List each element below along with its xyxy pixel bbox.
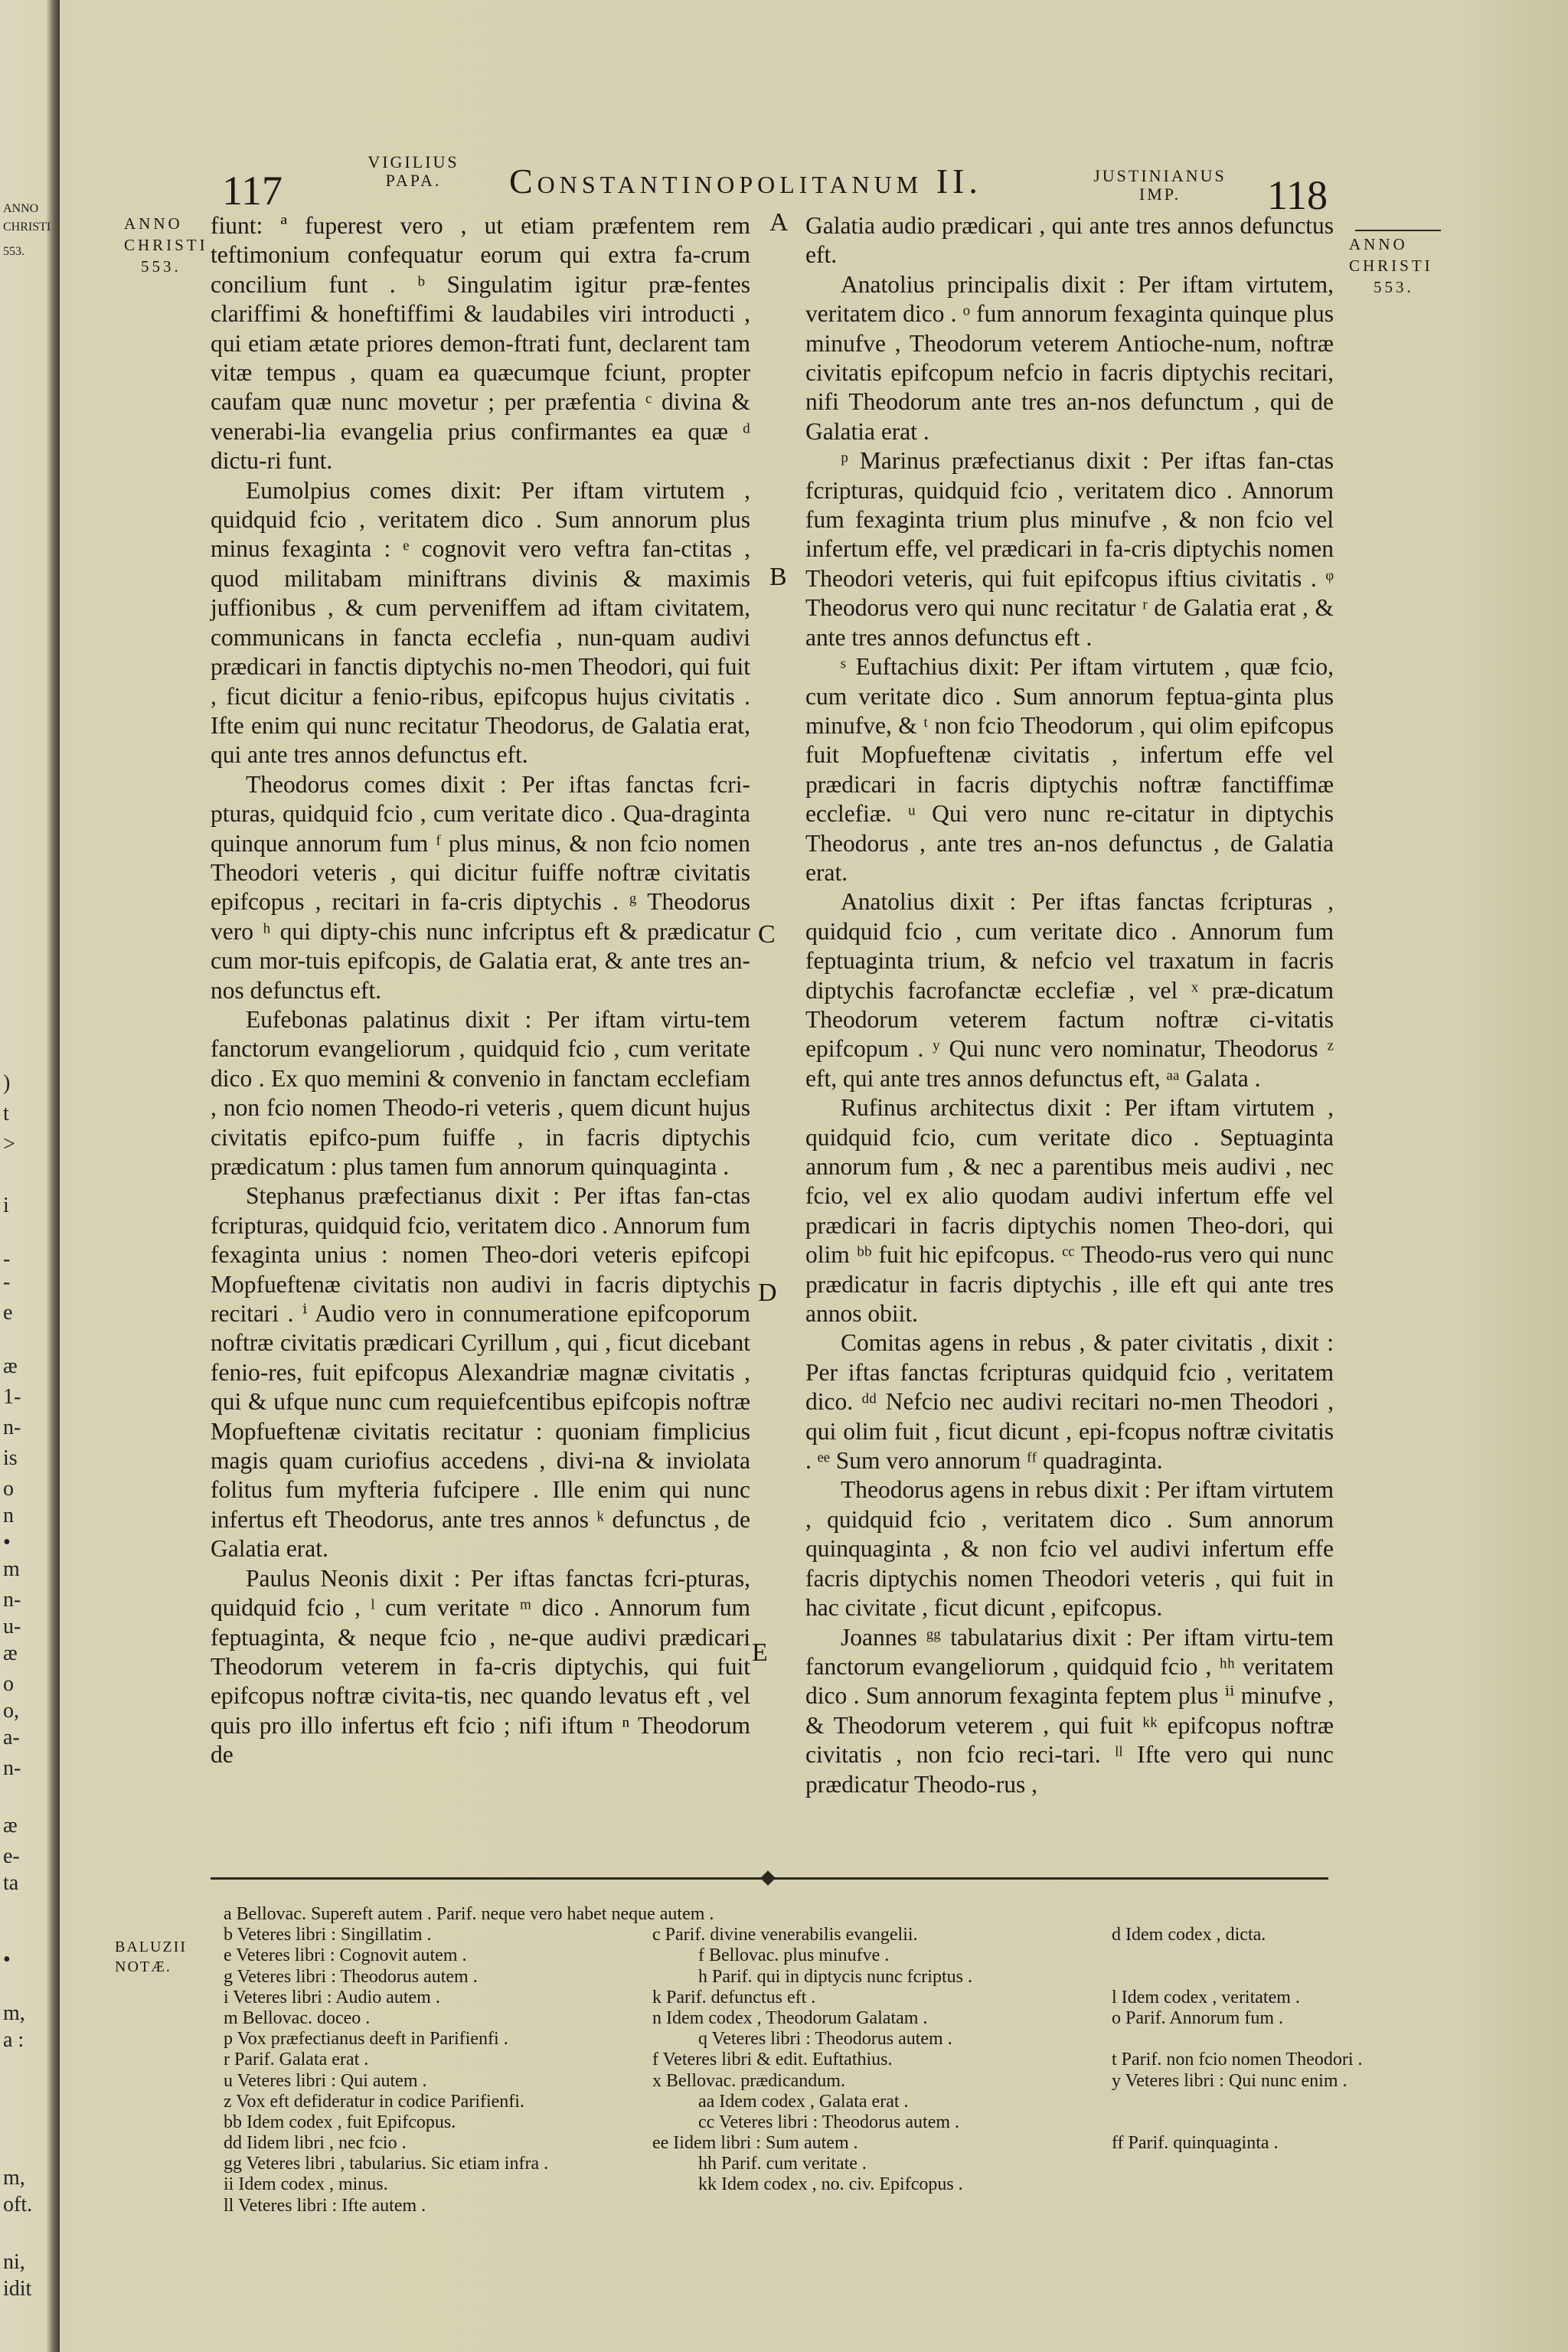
footnote: q Veteres libri : Theodorus autem . [698, 2029, 952, 2050]
margin-anno: ANNO [124, 214, 183, 233]
section-letter-d: D [758, 1279, 777, 1307]
footnote: n Idem codex , Theodorum Galatam . [652, 2007, 928, 2028]
paragraph: Theodorus comes dixit : Per iftas fanctas fcri-pturas, quidquid fcio , cum veritate dico . Qua-draginta quinque annorum fum ᶠ plus minus, & non fcio nomen Theodori veteris , qui dicitur fuiffe noftræ civitatis epifcopus , recitari in fa-cris diptychis . ᵍ Theodorus vero ʰ qui dipty-chis nunc infcriptus eft & prædicatur cum mor-tuis epifcopis, de Galatia erat, & ante tres an-nos defunctus eft. [211, 770, 750, 1004]
footnote: a Bellovac. Supereft autem . Parif. neque vero habet neque autem . [224, 1904, 714, 1924]
footnote: g Veteres libri : Theodorus autem . [224, 1966, 478, 1987]
footnote: ff Parif. quinquaginta . [1112, 2133, 1279, 2154]
margin-year: 553. [141, 257, 181, 276]
strip-fragment: æ [3, 1814, 18, 1838]
paragraph: Comitas agens in rebus , & pater civitatis , dixit : Per iftas fanctas fcripturas quidquid fcio , veritatem dico. ᵈᵈ Nefcio nec audivi recitari no-men Theodori , qui olim fuit , ficut dicunt , epi-fcopus noftræ civitatis . ᵉᵉ Sum vero annorum ᶠᶠ quadraginta. [805, 1329, 1334, 1475]
strip-fragment: ANNO [3, 202, 39, 215]
strip-fragment: idit [3, 2277, 32, 2301]
strip-fragment: o, [3, 1699, 19, 1723]
strip-fragment: oft. [3, 2193, 33, 2216]
footnote: p Vox præfectianus deeft in Parifienfi . [224, 2029, 508, 2050]
footnote: f Veteres libri & edit. Euftathius. [652, 2050, 893, 2070]
paragraph: Theodorus agens in rebus dixit : Per iftam virtutem , quidquid fcio , veritatem dico . Sum annorum quinquaginta , & non fcio vel audivi infertum effe facris diptychis nomen Theodori veteris , qui fuit in hac civitate , ficut dicunt , epifcopus. [805, 1476, 1334, 1622]
footnote-row [224, 2133, 1326, 2154]
strip-fragment: n- [3, 1588, 21, 1612]
strip-fragment: ni, [3, 2250, 25, 2274]
footnote-row [224, 1904, 1326, 1925]
page-number-right: 118 [1267, 172, 1328, 218]
notes-label [115, 1937, 187, 1977]
paragraph: Stephanus præfectianus dixit : Per iftas fan-ctas fcripturas, quidquid fcio, veritatem dico . Annorum fum fexaginta unius : nomen Theo-dori veteris epifcopi Mopfueftenæ civitatis non audivi in facris diptychis recitari . ⁱ Audio vero in connumeratione epifcoporum noftræ civitatis prædicari Cyrillum , qui , ficut dicebant fenio-res, fuit epifcopus Alexandriæ magnæ civitatis , qui & ufque nunc cum requiefcentibus epifcopis noftræ Mopfueftenæ civitatis recitatur : quoniam fimplicius magis quam curiofius accedens , divi-na & inviolata folitus fum myfteria fufcipere . Ille enim qui nunc infertus eft Theodorus, ante tres annos ᵏ defunctus , de Galatia erat. [211, 1182, 750, 1563]
strip-fragment: CHRISTI [3, 220, 51, 234]
pope-name: VIGILIUS [368, 152, 459, 172]
footnote-row [224, 2092, 1326, 2112]
footnote: h Parif. qui in diptycis nunc fcriptus . [698, 1966, 972, 1987]
footnote: ll Veteres libri : Ifte autem . [224, 2195, 426, 2216]
margin-rule [1355, 230, 1441, 231]
section-letter-c: C [758, 920, 776, 949]
paragraph: Galatia audio prædicari , qui ante tres annos defunctus eft. [805, 212, 1334, 269]
paragraph: Eumolpius comes dixit: Per iftam virtutem , quidquid fcio , veritatem dico . Sum annorum plus minus fexaginta : ᵉ cognovit vero veftra fan-ctitas , quod militabam miniftrans divinis & maximis juffionibus , & cum perveniffem ad iftam civitatem, communicans in fancta ecclefia , nun-quam audivi prædicari in fanctis diptychis no-men Theodori, qui fuit , ficut dicitur a fenio-ribus, epifcopus hujus civitatis . Ifte enim qui nunc recitatur Theodorus, de Galatia erat, qui ante tres annos defunctus eft. [211, 476, 750, 769]
footnote: o Parif. Annorum fum . [1112, 2007, 1283, 2028]
footnote-row [224, 2112, 1326, 2133]
section-letter-b: B [769, 563, 787, 591]
strip-fragment: a : [3, 2028, 24, 2052]
footnote: dd Iidem libri , nec fcio . [224, 2133, 407, 2154]
footnote: b Veteres libri : Singillatim . [224, 1925, 432, 1945]
margin-year: 553. [1374, 278, 1414, 296]
footnote: bb Idem codex , fuit Epifcopus. [224, 2112, 456, 2132]
previous-page-edge [0, 0, 60, 2352]
footnote: z Vox eft defideratur in codice Parifienfi. [224, 2091, 524, 2112]
footnote: e Veteres libri : Cognovit autem . [224, 1945, 467, 1966]
footnote-row [224, 2196, 1326, 2216]
footnote-row [224, 1945, 1326, 1966]
strip-fragment: ) [3, 1071, 11, 1095]
strip-fragment: t [3, 1102, 9, 1125]
margin-year-left [124, 213, 208, 277]
strip-fragment: æ [3, 1354, 18, 1378]
paragraph: fiunt: ª fuperest vero , ut etiam præfentem rem teftimonium confequatur eorum qui extra fa-crum concilium funt . ᵇ Singulatim igitur præ-fentes clariffimi & honeftiffimi & laudabiles viri introducti , qui etiam ætate priores demon-ftrati funt, declarent tam vitæ tempus , quam ea quæcumque fciunt, propter caufam quæ nunc movetur ; per præfentia ᶜ divina & venerabi-lia evangelia prius confirmantes ea quæ ᵈ dictu-ri funt. [211, 212, 750, 475]
footnote-row [224, 2154, 1326, 2174]
footnote-row [224, 2029, 1326, 2050]
footnote-row [224, 2008, 1326, 2029]
notes-label-line: NOTÆ. [115, 1958, 172, 1975]
strip-fragment: a- [3, 1726, 20, 1749]
footnote-row [224, 2050, 1363, 2070]
strip-fragment: i [3, 1194, 9, 1217]
strip-fragment: ta [3, 1871, 19, 1895]
left-column [211, 211, 750, 1770]
strip-fragment: n- [3, 1416, 21, 1439]
page-number-left: 117 [222, 168, 283, 214]
footnote: r Parif. Galata erat . [224, 2050, 369, 2070]
emperor-title: IMP. [1138, 185, 1181, 204]
footnote: i Veteres libri : Audio autem . [224, 1987, 440, 2007]
footnote: y Veteres libri : Qui nunc enim . [1112, 2070, 1348, 2091]
margin-year-right [1349, 234, 1433, 298]
footnote: k Parif. defunctus eft . [652, 1987, 816, 2007]
footnotes [224, 1904, 1363, 2216]
footnote: m Bellovac. doceo . [224, 2007, 371, 2028]
paragraph: ˢ Euftachius dixit: Per iftam virtutem , quæ fcio, cum veritate dico . Sum annorum feptua-ginta plus minufve, & ᵗ non fcio Theodorum , qui olim epifcopus fuit Mopfueftenæ civitatis , infertum effe vel prædicari in facris diptychis noftræ fanctiffimæ ecclefiæ. ᵘ Qui vero nunc re-citatur in diptychis Theodorus , ante tres an-nos defunctus , de Galatia erat. [805, 653, 1334, 886]
strip-fragment: m [3, 1557, 20, 1581]
paragraph: Joannes ᵍᵍ tabulatarius dixit : Per iftam virtu-tem fanctorum evangeliorum , quidquid fcio , ʰʰ veritatem dico . Sum annorum fexaginta feptem plus ⁱⁱ minufve , & Theodorum veterem , qui fuit ᵏᵏ epifcopus noftræ civitatis , non fcio reci-tari. ˡˡ Ifte vero qui nunc prædicatur Theodo-rus , [805, 1623, 1334, 1798]
footnote: c Parif. divine venerabilis evangelii. [652, 1925, 918, 1945]
strip-fragment: - [3, 1247, 11, 1271]
strip-fragment: u- [3, 1615, 21, 1638]
footnote-row [224, 1988, 1326, 2008]
notes-label-line: BALUZII [115, 1939, 187, 1955]
pope-heading [360, 153, 467, 190]
footnote: t Parif. non fcio nomen Theodori . [1112, 2050, 1363, 2070]
strip-fragment: 553. [3, 245, 24, 258]
paragraph: Eufebonas palatinus dixit : Per iftam virtu-tem fanctorum evangeliorum , quidquid fcio , cum veritate dico . Ex quo memini & convenio in fanctam ecclefiam , non fcio nomen Theodo-ri veteris , quem dicunt hujus civitatis epifco-pum fuiffe , in facris diptychis prædicatum : plus tamen fum annorum quinquaginta . [211, 1005, 750, 1180]
footnote: gg Veteres libri , tabularius. Sic etiam infra . [224, 2154, 549, 2174]
margin-christi: CHRISTI [1349, 256, 1433, 275]
right-column [805, 211, 1334, 1799]
footnote: ii Idem codex , minus. [224, 2174, 388, 2195]
footnote: f Bellovac. plus minufve . [698, 1945, 890, 1966]
page-title: Constantinopolitanum II. [509, 162, 982, 201]
strip-fragment: > [3, 1132, 15, 1156]
paragraph: Anatolius dixit : Per iftas fanctas fcripturas , quidquid fcio , cum veritate dico . Annorum fum feptuaginta trium, & nefcio vel traxatum in facris diptychis facrofanctæ ecclefiæ , vel ˣ præ-dicatum Theodorum veterem factum noftræ ci-vitatis epifcopum . ʸ Qui nunc vero nominatur, Theodorus ᶻ eft, qui ante tres annos defunctus eft, ᵃᵃ Galata . [805, 888, 1334, 1092]
footnote: x Bellovac. prædicandum. [652, 2070, 845, 2091]
paragraph: Paulus Neonis dixit : Per iftas fanctas fcri-pturas, quidquid fcio , ˡ cum veritate ᵐ dico . Annorum fum feptuaginta, & neque fcio , ne-que audivi prædicari Theodorum veterem in fa-cris diptychis, qui fuit epifcopus noftræ civita-tis, nec quando levatus eft , vel quis pro illo infertus eft fcio ; nifi iftum ⁿ Theodorum de [211, 1564, 750, 1769]
footnote: kk Idem codex , no. civ. Epifcopus . [698, 2174, 963, 2195]
footnote-row [224, 1967, 1326, 1988]
emperor-heading [1068, 167, 1252, 204]
strip-fragment: m, [3, 2001, 25, 2025]
footnote: hh Parif. cum veritate . [698, 2154, 867, 2174]
strip-fragment: • [3, 1948, 11, 1971]
footnote: ee Iidem libri : Sum autem . [652, 2133, 858, 2154]
strip-fragment: m, [3, 2166, 25, 2190]
footnote-row [224, 1925, 1326, 1945]
strip-fragment: o [3, 1477, 14, 1501]
strip-fragment: e- [3, 1844, 20, 1868]
footnote: d Idem codex , dicta. [1112, 1925, 1266, 1945]
pope-title: PAPA. [385, 171, 442, 190]
footnote: u Veteres libri : Qui autem . [224, 2070, 427, 2091]
footnote: cc Veteres libri : Theodorus autem . [698, 2112, 960, 2132]
strip-fragment: n- [3, 1756, 21, 1780]
footnote: aa Idem codex , Galata erat . [698, 2091, 909, 2112]
ornament-icon [760, 1870, 776, 1886]
section-letter-e: E [752, 1638, 768, 1667]
strip-fragment: - [3, 1270, 11, 1294]
paragraph: ᵖ Marinus præfectianus dixit : Per iftas fan-ctas fcripturas, quidquid fcio , veritatem dico . Annorum fum fexaginta trium plus minufve , & non fcio vel infertum effe, vel prædicari in fa-cris diptychis nomen Theodori veteris, qui fuit epifcopus iftius civitatis . ᵠ Theodorus vero qui nunc recitatur ʳ de Galatia erat , & ante tres annos defunctus eft . [805, 447, 1334, 651]
footnote-row [224, 2174, 1326, 2195]
strip-fragment: æ [3, 1642, 18, 1665]
paragraph: Rufinus architectus dixit : Per iftam virtutem , quidquid fcio, cum veritate dico . Septuaginta annorum fum , & nec a parentibus meis audivi , nec fcio, vel ex alio quodam audivi infertum effe vel prædicari in facris diptychis nomen Theo-dori, qui olim ᵇᵇ fuit hic epifcopus. ᶜᶜ Theodo-rus vero qui nunc prædicatur in facris diptychis , ille eft qui ante tres annos obiit. [805, 1094, 1334, 1328]
strip-fragment: is [3, 1446, 18, 1470]
paragraph: Anatolius principalis dixit : Per iftam virtutem, veritatem dico . ᵒ fum annorum fexaginta quinque plus minufve , Theodorum veterem Antioche-num, noftræ civitatis epifcopum nefcio in facris diptychis recitari, nifi Theodorum ante tres an-nos defunctum , qui de Galatia erat . [805, 270, 1334, 445]
margin-anno: ANNO [1349, 235, 1408, 253]
footnote-row [224, 2070, 1348, 2092]
emperor-name: JUSTINIANUS [1093, 166, 1227, 185]
margin-christi: CHRISTI [124, 236, 208, 254]
strip-fragment: • [3, 1530, 11, 1554]
strip-fragment: n [3, 1504, 14, 1527]
strip-fragment: o [3, 1672, 14, 1696]
section-letter-a: A [769, 208, 789, 237]
footnote: l Idem codex , veritatem . [1112, 1987, 1300, 2007]
strip-fragment: 1- [3, 1385, 21, 1409]
strip-fragment: e [3, 1301, 13, 1325]
